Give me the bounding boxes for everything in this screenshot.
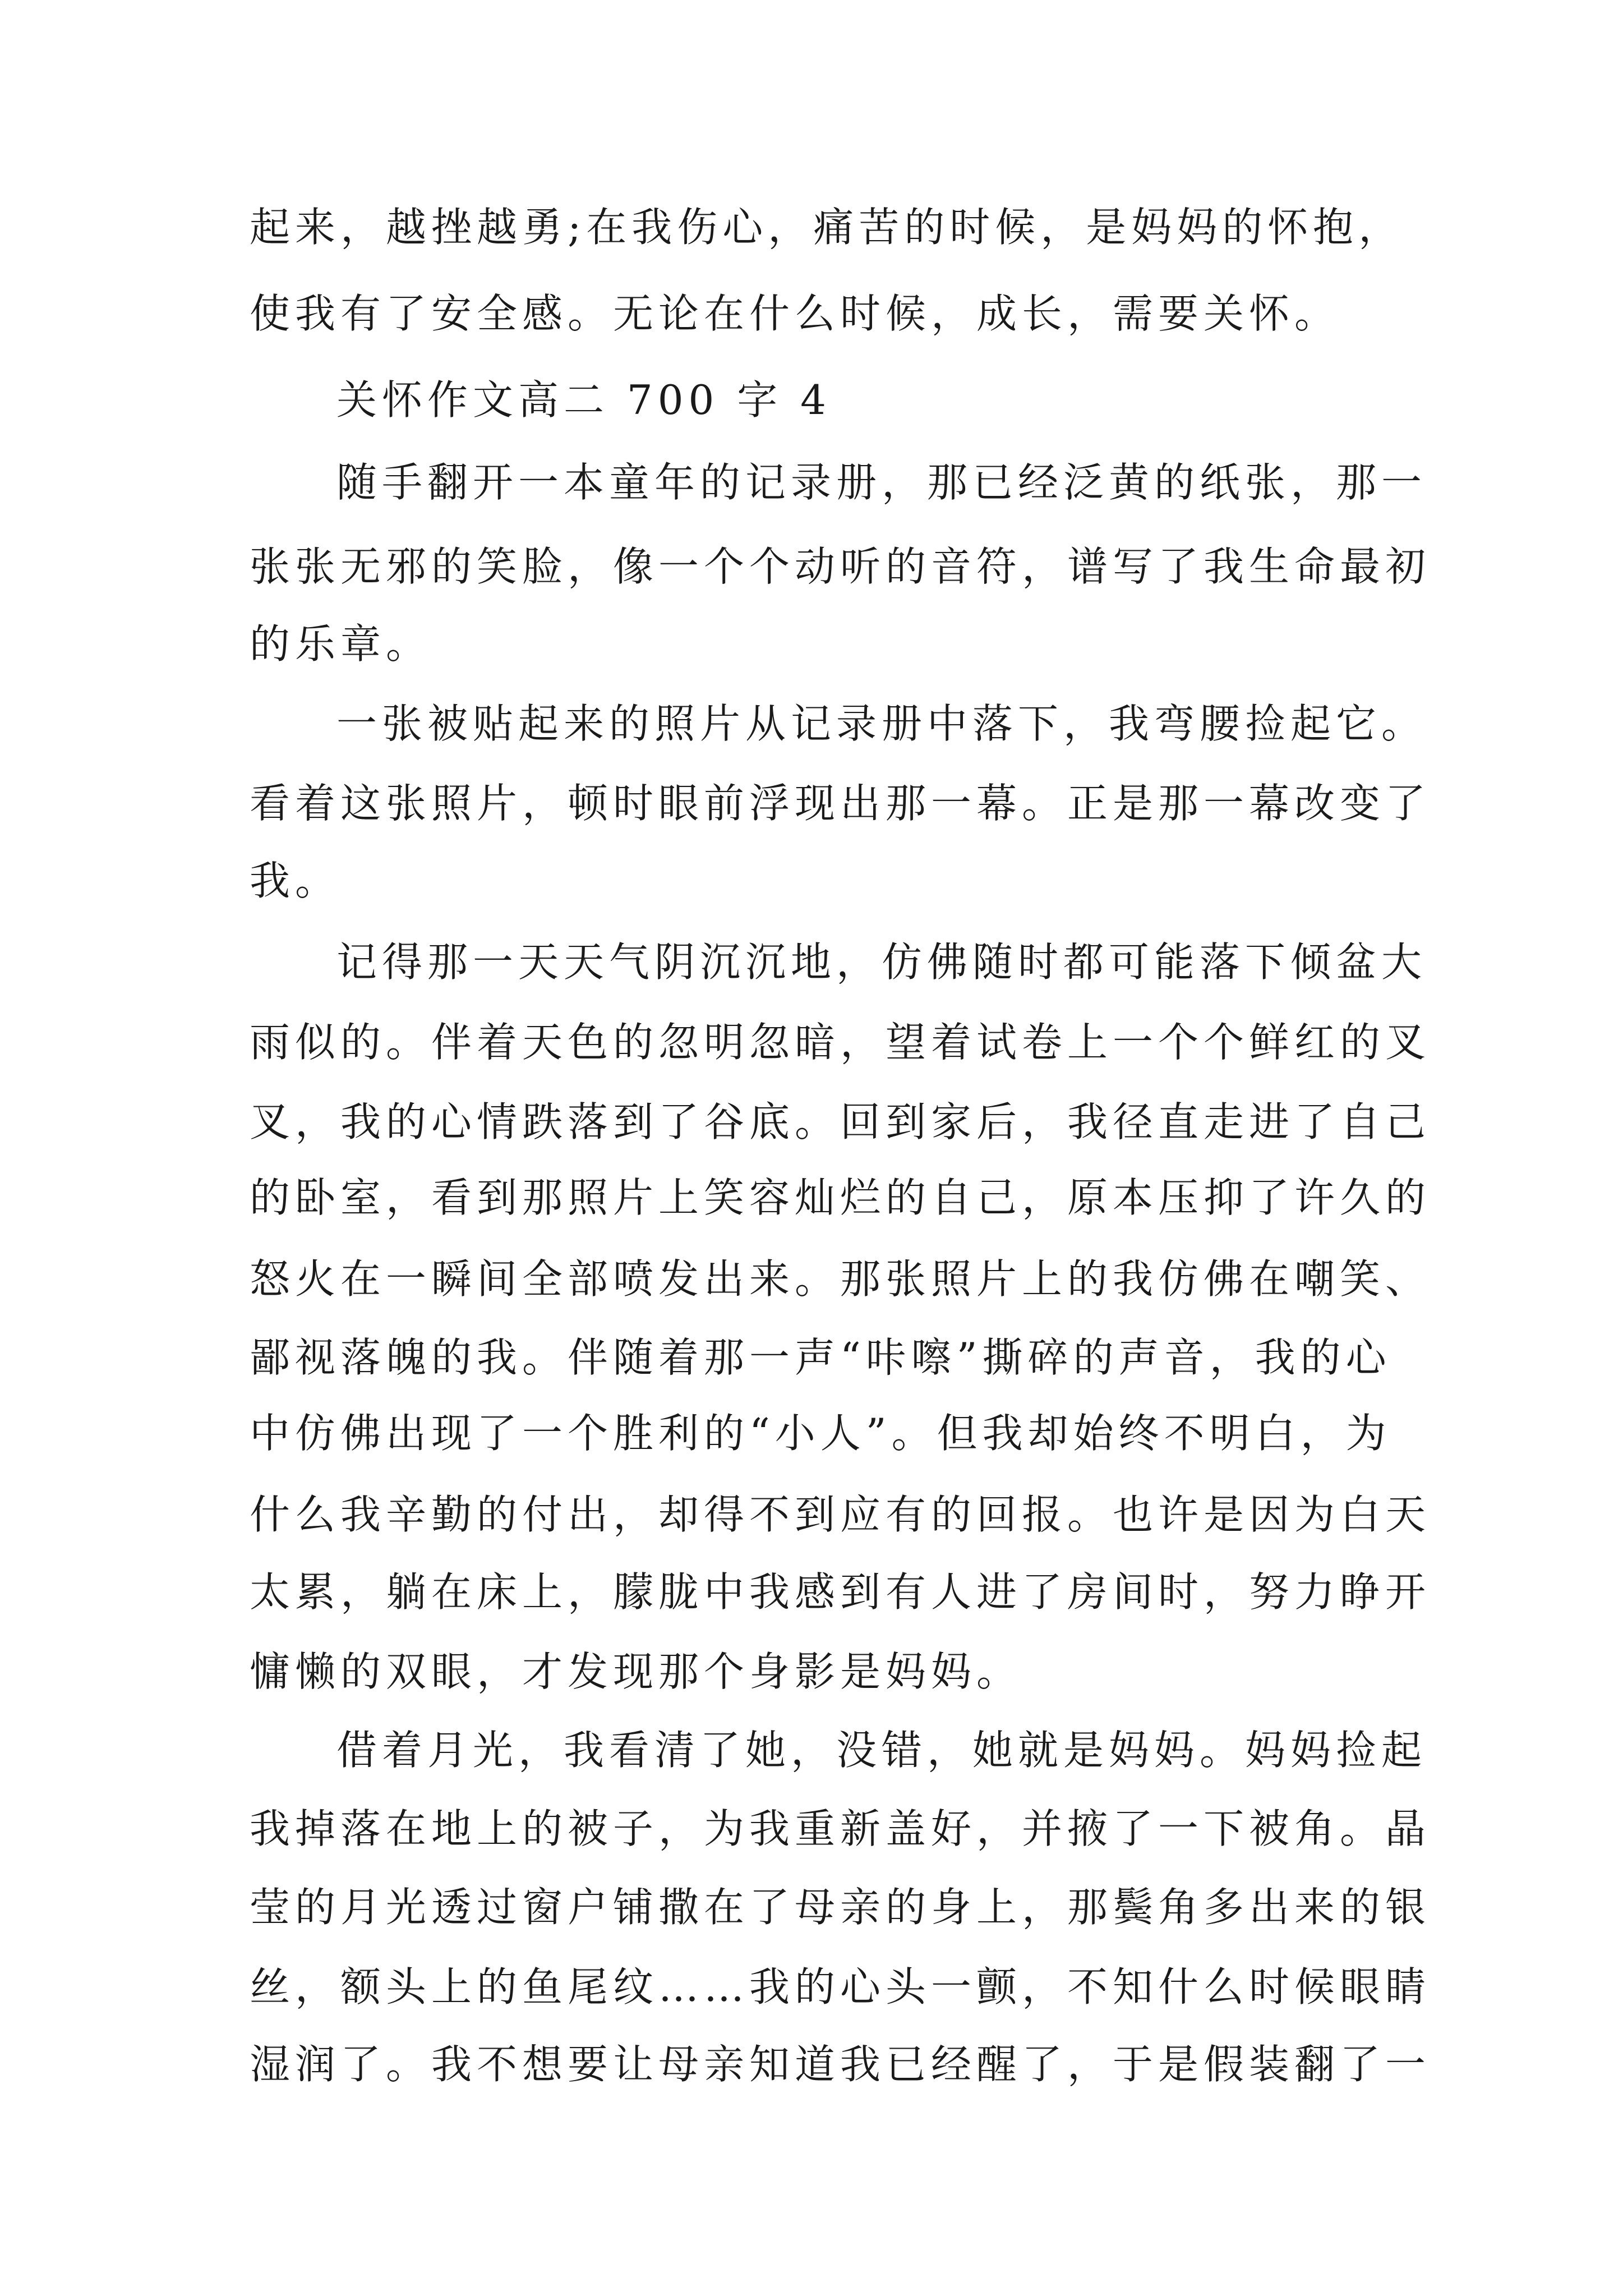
text-line-23: 丝，额头上的鱼尾纹……我的心头一颤，不知什么时候眼睛 (250, 1963, 1431, 2010)
text-line-8: 看着这张照片，顿时眼前浮现出那一幕。正是那一幕改变了 (250, 780, 1431, 827)
text-line-12: 叉，我的心情跌落到了谷底。回到家后，我径直走进了自己 (250, 1098, 1431, 1145)
text-line-10: 记得那一天天气阴沉沉地，仿佛随时都可能落下倾盆大 (336, 938, 1427, 986)
text-line-14: 怒火在一瞬间全部喷发出来。那张照片上的我仿佛在嘲笑、 (250, 1255, 1431, 1303)
text-line-16: 中仿佛出现了一个胜利的“小人”。但我却始终不明白，为 (250, 1410, 1391, 1457)
text-line-13: 的卧室，看到那照片上笑容灿烂的自己，原本压抑了许久的 (250, 1174, 1431, 1221)
text-line-1: 起来，越挫越勇;在我伤心，痛苦的时候，是妈妈的怀抱， (250, 204, 1404, 251)
text-line-7: 一张被贴起来的照片从记录册中落下，我弯腰捡起它。 (336, 700, 1427, 747)
text-line-6: 的乐章。 (250, 620, 432, 668)
text-line-15: 鄙视落魄的我。伴随着那一声“咔嚓”撕碎的声音，我的心 (250, 1334, 1391, 1381)
section-heading: 关怀作文高二 700 字 4 (336, 376, 831, 424)
text-line-18: 太累，躺在床上，朦胧中我感到有人进了房间时，努力睁开 (250, 1568, 1431, 1616)
text-line-11: 雨似的。伴着天色的忽明忽暗，望着试卷上一个个鲜红的叉 (250, 1019, 1431, 1066)
text-line-4: 随手翻开一本童年的记录册，那已经泛黄的纸张，那一 (336, 459, 1427, 506)
text-line-24: 湿润了。我不想要让母亲知道我已经醒了，于是假装翻了一 (250, 2041, 1431, 2088)
text-line-19: 慵懒的双眼，才发现那个身影是妈妈。 (250, 1648, 1022, 1695)
text-line-17: 什么我辛勤的付出，却得不到应有的回报。也许是因为白天 (250, 1491, 1431, 1538)
text-line-2: 使我有了安全感。无论在什么时候，成长，需要关怀。 (250, 290, 1340, 337)
text-line-22: 莹的月光透过窗户铺撒在了母亲的身上，那鬓角多出来的银 (250, 1884, 1431, 1931)
text-line-20: 借着月光，我看清了她，没错，她就是妈妈。妈妈捡起 (336, 1727, 1427, 1774)
text-line-21: 我掉落在地上的被子，为我重新盖好，并掖了一下被角。晶 (250, 1805, 1431, 1852)
text-line-5: 张张无邪的笑脸，像一个个动听的音符，谱写了我生命最初 (250, 543, 1431, 590)
text-line-9: 我。 (250, 857, 341, 904)
